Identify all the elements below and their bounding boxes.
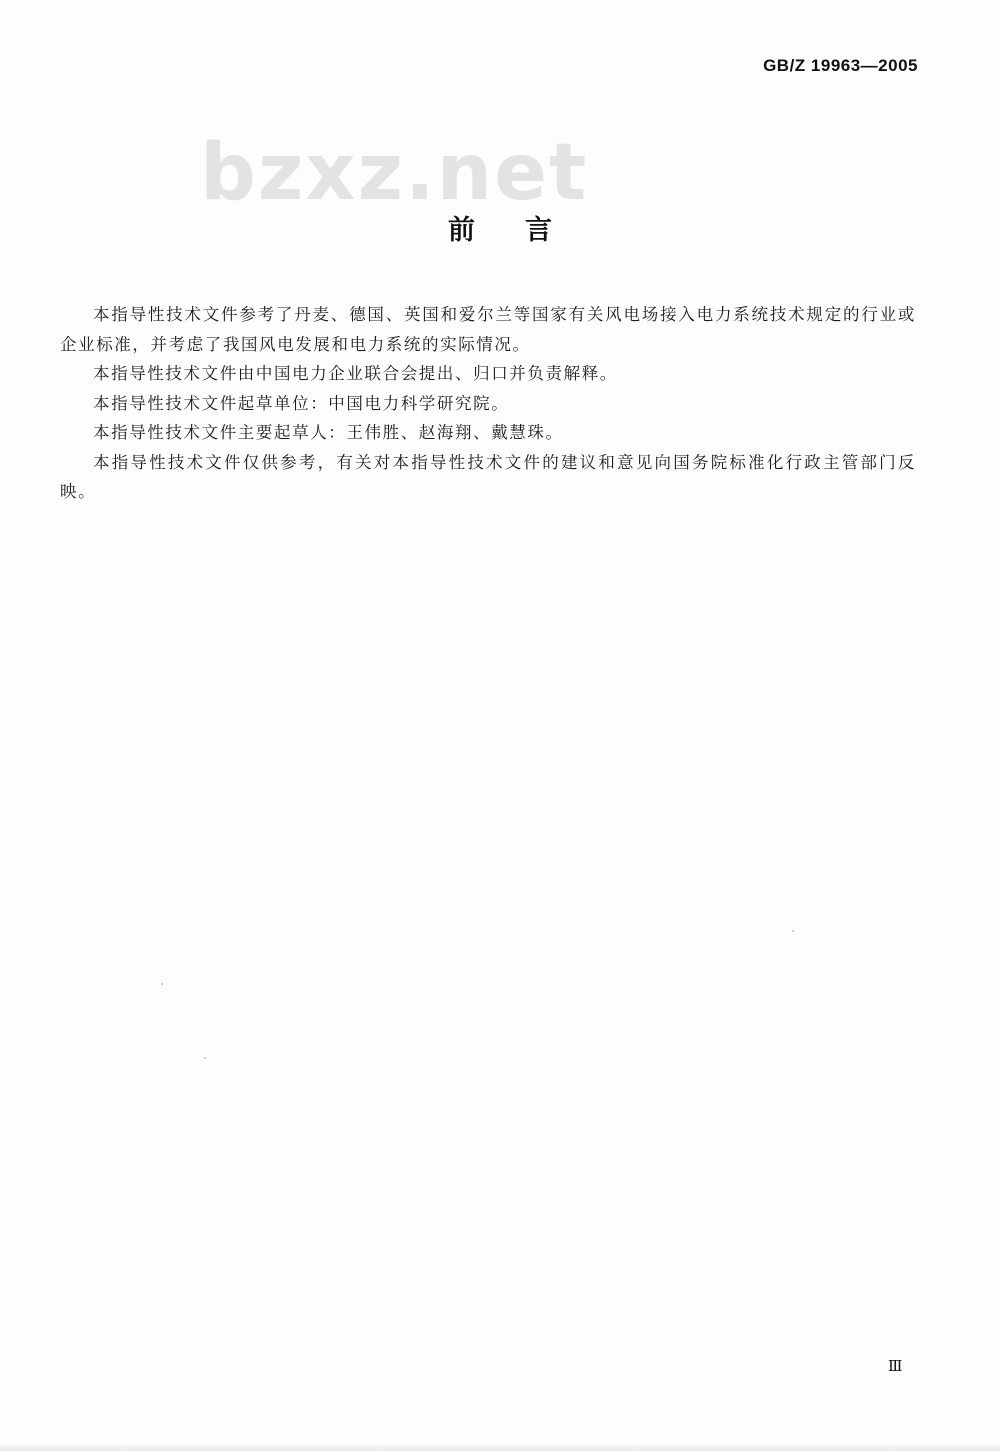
- paragraph: 本指导性技术文件仅供参考，有关对本指导性技术文件的建议和意见向国务院标准化行政主管部门反映。: [60, 452, 916, 501]
- watermark: bzxz.net: [200, 128, 589, 218]
- paragraph: 本指导性技术文件由中国电力企业联合会提出、归口并负责解释。: [93, 364, 618, 383]
- scan-speck: [792, 930, 794, 932]
- paragraph: 本指导性技术文件主要起草人：王伟胜、赵海翔、戴慧珠。: [93, 423, 564, 442]
- page-bottom-edge: [0, 1445, 1000, 1451]
- page-title: 前言: [448, 215, 602, 246]
- standard-number: GB/Z 19963—2005: [763, 56, 918, 75]
- scan-speck: [204, 1057, 206, 1059]
- foreword-body: [60, 300, 916, 507]
- scan-speck: [161, 983, 163, 985]
- page-number: Ⅲ: [888, 1357, 903, 1375]
- paragraph: 本指导性技术文件起草单位：中国电力科学研究院。: [93, 393, 510, 413]
- paragraph: 本指导性技术文件参考了丹麦、德国、英国和爱尔兰等国家有关风电场接入电力系统技术规定的行业或企业标准，并考虑了我国风电发展和电力系统的实际情况。: [60, 305, 916, 354]
